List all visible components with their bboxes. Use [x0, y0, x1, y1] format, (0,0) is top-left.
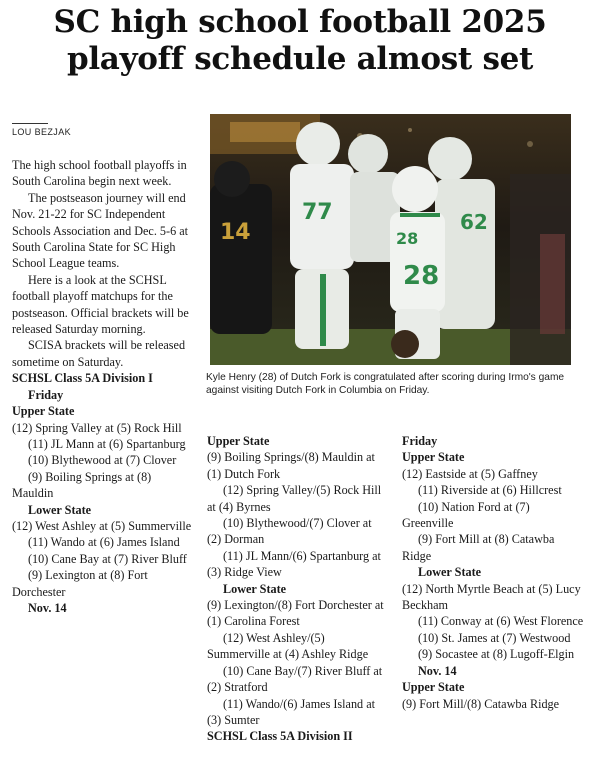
article-paragraph: (12) Spring Valley/(5) Rock Hill at (4) Byrnes	[207, 483, 382, 514]
article-paragraph: (11) JL Mann/(6) Spartanburg at (3) Ridge View	[207, 548, 381, 580]
article-column-3	[402, 433, 584, 712]
article-paragraph: (11) Conway at (6) West Florence	[418, 614, 584, 629]
article-paragraph: (9) Boiling Springs/(8) Mauldin at (1) Dutch Fork	[207, 450, 375, 481]
article-paragraph: (9) Fort Mill at (8) Catawba Ridge	[402, 532, 555, 563]
game-photo	[210, 114, 571, 365]
section-heading: Nov. 14	[28, 600, 67, 615]
section-heading: SCHSL Class 5A Division II	[207, 729, 353, 744]
section-heading: Nov. 14	[418, 663, 457, 678]
byline-rule	[12, 123, 48, 124]
article-paragraph: (12) West Ashley/(5) Summerville at (4) Ashley Ridge	[207, 630, 369, 662]
jersey-number: 28	[396, 229, 419, 248]
section-heading: Upper State	[402, 680, 465, 695]
article-paragraph: (10) Blythewood/(7) Clover at (2) Dorman	[207, 516, 372, 547]
football-players-image	[210, 114, 571, 365]
section-heading: Friday	[28, 387, 64, 402]
article-column-1	[12, 157, 192, 616]
section-heading: Friday	[402, 434, 438, 448]
section-heading: SCHSL Class 5A Division I	[12, 371, 153, 386]
article-paragraph: (10) Cane Bay/(7) River Bluff at (2) Stratford	[207, 663, 383, 695]
article-paragraph: (12) Eastside at (5) Gaffney	[402, 466, 538, 481]
svg-text:28: 28	[403, 261, 440, 291]
headline-line-2: playoff schedule almost set	[66, 41, 534, 77]
section-heading: Upper State	[207, 434, 270, 448]
section-heading: Upper State	[12, 404, 75, 419]
jersey-number: 77	[302, 200, 333, 225]
jersey-number: 62	[460, 210, 488, 234]
jersey-number: 14	[220, 220, 251, 245]
article-paragraph: (9) Lexington/(8) Fort Dorchester at (1) Carolina Forest	[207, 598, 384, 629]
article-paragraph: (10) Cane Bay at (7) River Bluff	[28, 551, 187, 566]
article-paragraph: (12) West Ashley at (5) Summerville	[12, 518, 192, 533]
section-heading: Lower State	[418, 565, 482, 580]
article-headline	[0, 4, 600, 78]
article-paragraph: (11) Wando/(6) James Island at (3) Sumter	[207, 696, 375, 727]
article-paragraph: (10) St. James at (7) Westwood	[418, 630, 571, 645]
article-paragraph: The high school football playoffs in South Carolina begin next week.	[12, 158, 187, 189]
section-heading: Upper State	[402, 450, 465, 465]
byline: LOU BEZJAK	[12, 127, 72, 137]
article-paragraph: (11) JL Mann at (6) Spartanburg	[28, 436, 186, 451]
article-paragraph: (11) Riverside at (6) Hillcrest	[418, 483, 562, 498]
headline-line-1: SC high school football 2025	[53, 4, 547, 40]
article-paragraph: (12) North Myrtle Beach at (5) Lucy Beckham	[402, 581, 581, 613]
article-paragraph: (9) Lexington at (8) Fort Dorchester	[12, 568, 148, 599]
article-paragraph: (12) Spring Valley at (5) Rock Hill	[12, 420, 182, 435]
article-paragraph: (10) Nation Ford at (7) Greenville	[402, 499, 530, 531]
photo-caption: Kyle Henry (28) of Dutch Fork is congratulated after scoring during Irmo's game against visiting Dutch Fork in Columbia on Friday.	[206, 372, 565, 396]
article-paragraph: SCISA brackets will be released sometime on Saturday.	[12, 338, 186, 369]
article-paragraph: (9) Socastee at (8) Lugoff-Elgin	[418, 647, 575, 662]
article-column-2	[207, 433, 387, 745]
article-paragraph: (9) Boiling Springs at (8) Mauldin	[12, 469, 152, 501]
article-paragraph: Here is a look at the SCHSL football playoff matchups for the postseason. Official brackets will be released Saturday morning.	[12, 272, 189, 337]
article-paragraph: (9) Fort Mill/(8) Catawba Ridge	[402, 696, 560, 711]
article-paragraph: (10) Blythewood at (7) Clover	[28, 453, 177, 468]
article-paragraph: (11) Wando at (6) James Island	[28, 535, 180, 550]
section-heading: Lower State	[28, 502, 92, 517]
section-heading: Lower State	[223, 581, 287, 596]
article-paragraph: The postseason journey will end Nov. 21-22 for SC Independent Schools Association and Dec. 5-6 at South Carolina State for SC High School League teams.	[12, 190, 189, 271]
